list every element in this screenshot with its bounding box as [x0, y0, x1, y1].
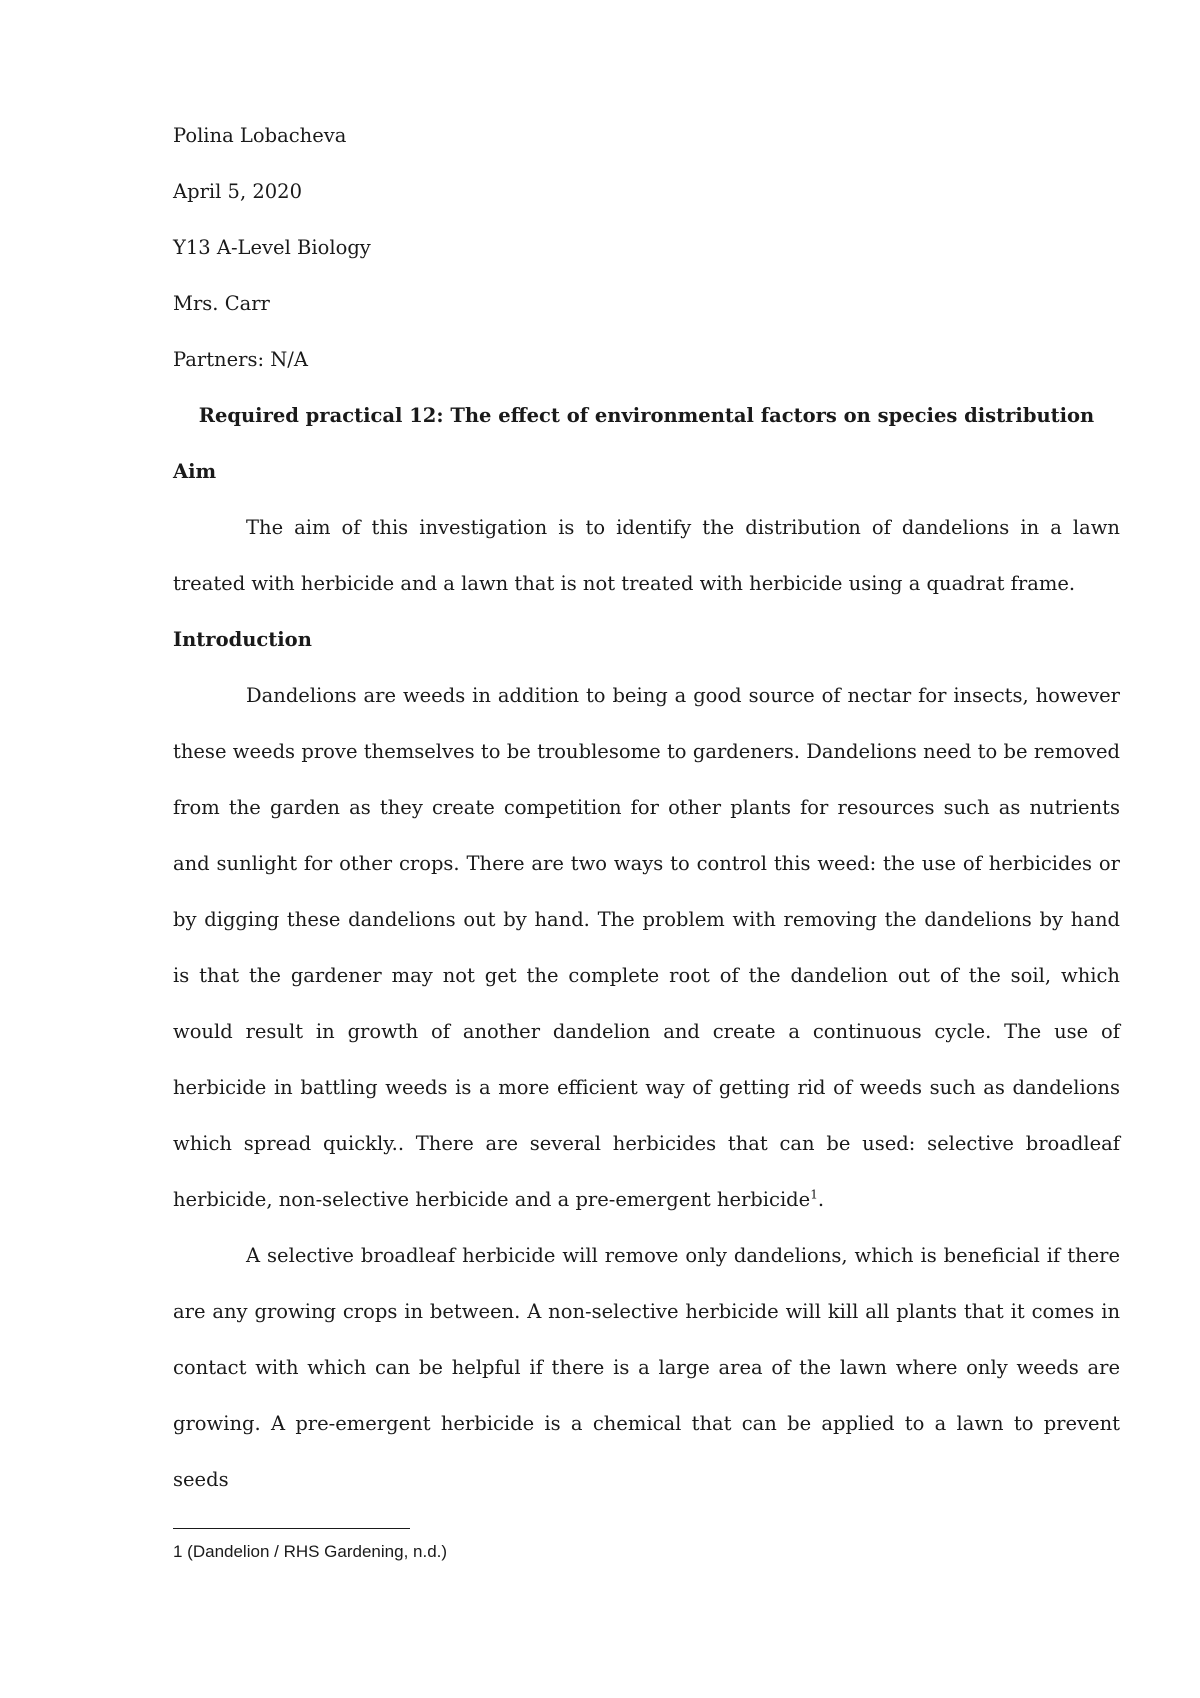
- teacher-name: Mrs. Carr: [173, 292, 270, 315]
- footnote-reference[interactable]: 1: [810, 1187, 818, 1202]
- aim-heading: Aim: [173, 460, 217, 483]
- introduction-paragraph-1-end: .: [817, 1188, 825, 1211]
- course-name: Y13 A-Level Biology: [173, 236, 371, 259]
- author-name: Polina Lobacheva: [173, 124, 347, 147]
- aim-paragraph: The aim of this investigation is to identify the distribution of dandelions in a lawn treated with herbicide and a lawn that is not treated with herbicide using a quadrat frame.: [173, 516, 1120, 595]
- document-title: Required practical 12: The effect of environmental factors on species distribution: [198, 404, 1095, 427]
- footnote: 1 (Dandelion / RHS Gardening, n.d.): [173, 1542, 448, 1561]
- introduction-heading: Introduction: [173, 628, 312, 651]
- introduction-paragraph-1: [173, 668, 1120, 1228]
- document-date: April 5, 2020: [173, 180, 302, 203]
- introduction-paragraph-1-text: Dandelions are weeds in addition to being a good source of nectar for insects, however these weeds prove themselves to be troublesome to gardeners. Dandelions need to be removed from the garden as they create competition for other plants for resources such as nutrients and sunlight for other crops. There are two ways to control this weed: the use of herbicides or by digging these dandelions out by hand. The problem with removing the dandelions by hand is that the gardener may not get the complete root of the dandelion out of the soil, which would result in growth of another dandelion and create a continuous cycle. The use of herbicide in battling weeds is a more efficient way of getting rid of weeds such as dandelions which spread quickly.. There are several herbicides that can be used: selective broadleaf herbicide, non-selective herbicide and a pre-emergent herbicide: [173, 684, 1120, 1211]
- partners-line: Partners: N/A: [173, 348, 308, 371]
- footnote-separator: [173, 1528, 410, 1529]
- introduction-paragraph-2: A selective broadleaf herbicide will remove only dandelions, which is beneficial if there are any growing crops in between. A non-selective herbicide will kill all plants that it comes in contact with which can be helpful if there is a large area of the lawn where only weeds are growing. A pre-emergent herbicide is a chemical that can be applied to a lawn to prevent seeds: [173, 1244, 1120, 1491]
- document-body: [173, 108, 1120, 1508]
